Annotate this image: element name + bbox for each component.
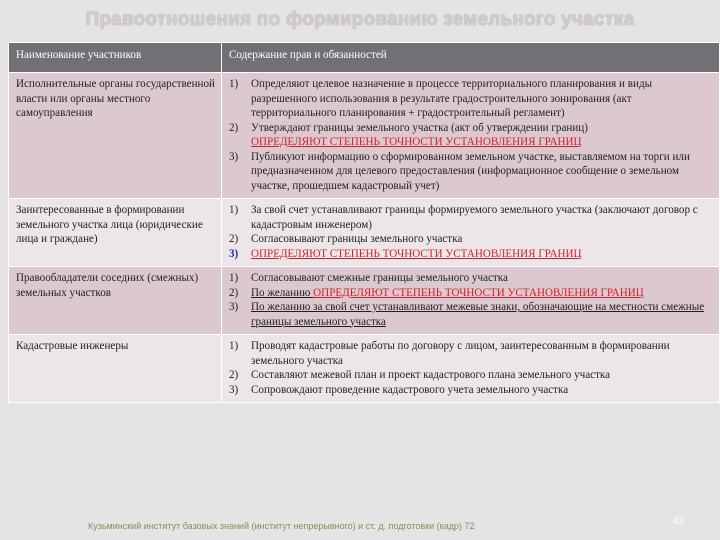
duty-number: 1) [229, 78, 239, 90]
duty-item [229, 339, 713, 368]
duties-cell [222, 267, 720, 335]
duty-number: 2) [229, 369, 239, 381]
duty-item [229, 368, 713, 383]
duty-number: 3) [229, 150, 239, 163]
duty-item [229, 77, 713, 121]
duty-underlined-text: По желанию за свой счет устанавливают межевые знаки, обозначающие на местности смежные границы земельного участка [251, 301, 705, 328]
duty-text-wrap [251, 286, 713, 301]
duties-cell [222, 199, 720, 267]
duty-number: 3) [229, 247, 239, 260]
duty-number: 3) [229, 301, 239, 313]
participant-cell: Правообладатели соседних (смежных) земельных участков [9, 267, 222, 335]
footer-note: Кузьминский институт базовых знаний (институт непрерывного) и ст. д. подготовки (кадр) 72 [88, 521, 475, 531]
duty-number: 3) [229, 383, 239, 396]
duty-text-wrap [251, 121, 713, 150]
duties-list [229, 203, 713, 261]
duty-text-wrap [251, 339, 713, 368]
duty-text-wrap [251, 232, 713, 247]
duty-text-wrap [251, 150, 713, 194]
duty-text: Определяют целевое назначение в процессе территориального планирования и виды разрешенного использования в результате градостроительного зонирования (акт территориального планирования + градостроительный регламент) [251, 78, 653, 119]
page-number: 42 [672, 516, 684, 527]
duty-highlight-text: ОПРЕДЕЛЯЮТ СТЕПЕНЬ ТОЧНОСТИ УСТАНОВЛЕНИЯ ГРАНИЦ [251, 136, 582, 148]
table-row [9, 199, 720, 267]
duty-highlight-text: ОПРЕДЕЛЯЮТ СТЕПЕНЬ ТОЧНОСТИ УСТАНОВЛЕНИЯ ГРАНИЦ [251, 247, 582, 260]
rights-table [8, 42, 720, 403]
header-duties: Содержание прав и обязанностей [222, 43, 720, 73]
duty-item [229, 121, 713, 150]
header-participants: Наименование участников [9, 43, 222, 73]
duty-text: Согласовывают границы земельного участка [251, 233, 463, 245]
table-row [9, 267, 720, 335]
duties-cell [222, 335, 720, 403]
duty-text-wrap [251, 300, 713, 329]
duty-number: 2) [229, 233, 239, 245]
duty-number: 1) [229, 272, 239, 284]
duty-item [229, 383, 713, 398]
duty-text: Утверждают границы земельного участка (акт об утверждении границ) [251, 121, 588, 134]
duty-highlight-text: ОПРЕДЕЛЯЮТ СТЕПЕНЬ ТОЧНОСТИ УСТАНОВЛЕНИЯ ГРАНИЦ [313, 286, 644, 299]
duty-item [229, 300, 713, 329]
duty-item [229, 232, 713, 247]
table-row [9, 335, 720, 403]
duty-number: 2) [229, 121, 239, 134]
duty-underlined-text: По желанию [251, 286, 314, 299]
duty-text: Составляют межевой план и проект кадастрового плана земельного участка [251, 369, 611, 381]
duty-text-wrap [251, 383, 713, 398]
participant-cell: Кадастровые инженеры [9, 335, 222, 403]
duty-item [229, 247, 713, 262]
duties-list [229, 271, 713, 329]
duty-text: За свой счет устанавливают границы формируемого земельного участка (заключают договор с кадастровым инженером) [251, 204, 698, 231]
duty-text: Публикуют информацию о сформированном земельном участке, выставляемом на торги или предназначенном для целевого предоставления (информационное сообщение о земельном участке, прошедшем кадастровый учет) [251, 150, 690, 192]
duty-text: Согласовывают смежные границы земельного участка [251, 272, 508, 284]
participant-cell: Заинтересованные в формировании земельного участка лица (юридические лица и граждане) [9, 199, 222, 267]
duties-cell [222, 73, 720, 199]
duty-item [229, 150, 713, 194]
duty-item [229, 203, 713, 232]
duty-text: Проводят кадастровые работы по договору с лицом, заинтересованным в формировании земельного участка [251, 340, 670, 367]
duty-item [229, 271, 713, 286]
duty-text-wrap [251, 271, 713, 286]
duties-list [229, 77, 713, 193]
duty-text-wrap [251, 368, 713, 383]
duty-text-wrap [251, 247, 713, 262]
duty-item [229, 286, 713, 301]
table-header-row [9, 43, 720, 73]
participant-cell: Исполнительные органы государственной власти или органы местного самоуправления [9, 73, 222, 199]
duty-text-wrap [251, 203, 713, 232]
table-row [9, 73, 720, 199]
duty-text-wrap [251, 77, 713, 121]
slide-title: Правоотношения по формированию земельного участка [85, 9, 635, 30]
duty-text: Сопровождают проведение кадастрового учета земельного участка [251, 383, 569, 396]
duty-number: 2) [229, 286, 239, 299]
duty-number: 1) [229, 204, 239, 216]
duties-list [229, 339, 713, 397]
duty-number: 1) [229, 340, 239, 352]
